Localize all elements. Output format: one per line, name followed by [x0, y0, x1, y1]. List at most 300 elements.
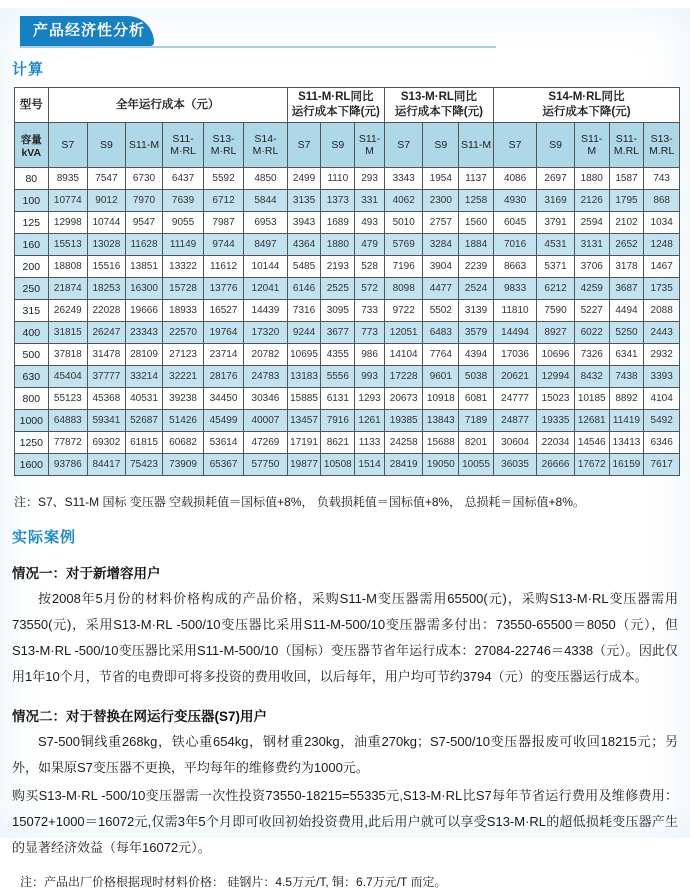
- table-cell: 4531: [537, 234, 575, 256]
- table-cell: 4494: [609, 300, 644, 322]
- group-header-row: [15, 88, 680, 123]
- table-cell: 2239: [459, 256, 494, 278]
- table-cell: 400: [15, 322, 49, 344]
- table-cell: 2102: [609, 212, 644, 234]
- table-cell: 5556: [321, 366, 355, 388]
- table-cell: 1560: [459, 212, 494, 234]
- table-cell: 1795: [609, 190, 644, 212]
- table-cell: 6346: [644, 432, 680, 454]
- table-cell: 51426: [163, 410, 203, 432]
- table-cell: 45404: [48, 366, 88, 388]
- table-cell: 32221: [163, 366, 203, 388]
- table-cell: 1600: [15, 454, 49, 476]
- table-cell: 33214: [125, 366, 163, 388]
- column-header: S7: [287, 123, 321, 168]
- table-cell: 13413: [609, 432, 644, 454]
- table-cell: 59341: [88, 410, 126, 432]
- table-cell: 10774: [48, 190, 88, 212]
- column-header: S13- M·RL: [203, 123, 243, 168]
- table-cell: 27123: [163, 344, 203, 366]
- table-cell: 8927: [537, 322, 575, 344]
- table-cell: 9055: [163, 212, 203, 234]
- column-header: S7: [493, 123, 536, 168]
- table-cell: 53614: [203, 432, 243, 454]
- table-cell: 10185: [574, 388, 609, 410]
- table-cell: 4364: [287, 234, 321, 256]
- table-cell: 13843: [423, 410, 459, 432]
- table-cell: 7639: [163, 190, 203, 212]
- table-cell: 11419: [609, 410, 644, 432]
- table-cell: 2126: [574, 190, 609, 212]
- table-cell: 30346: [244, 388, 287, 410]
- table-row: [15, 212, 680, 234]
- table-cell: 39238: [163, 388, 203, 410]
- table-cell: 4477: [423, 278, 459, 300]
- table-cell: 3393: [644, 366, 680, 388]
- table-cell: 20782: [244, 344, 287, 366]
- table-cell: 7016: [493, 234, 536, 256]
- table-cell: 20621: [493, 366, 536, 388]
- table-cell: 572: [355, 278, 385, 300]
- table-cell: 5485: [287, 256, 321, 278]
- column-header: S11- M.RL: [609, 123, 644, 168]
- table-cell: 5038: [459, 366, 494, 388]
- column-header: S11- M: [574, 123, 609, 168]
- table-cell: 8892: [609, 388, 644, 410]
- table-cell: 5010: [384, 212, 423, 234]
- table-cell: 10144: [244, 256, 287, 278]
- table-cell: 1880: [321, 234, 355, 256]
- table-cell: 1000: [15, 410, 49, 432]
- table-cell: 12998: [48, 212, 88, 234]
- table-cell: 1034: [644, 212, 680, 234]
- table-cell: 28109: [125, 344, 163, 366]
- table-cell: 14546: [574, 432, 609, 454]
- table-cell: 18933: [163, 300, 203, 322]
- table-cell: 5592: [203, 168, 243, 190]
- table-cell: 6341: [609, 344, 644, 366]
- table-cell: 2652: [609, 234, 644, 256]
- column-header: S9: [537, 123, 575, 168]
- table-cell: 10695: [287, 344, 321, 366]
- column-header: S11- M·RL: [163, 123, 203, 168]
- table-cell: 14104: [384, 344, 423, 366]
- table-cell: 1467: [644, 256, 680, 278]
- table-row: [15, 388, 680, 410]
- table-cell: 6022: [574, 322, 609, 344]
- column-header: 型号: [15, 88, 49, 123]
- table-cell: 6045: [493, 212, 536, 234]
- table-cell: 5227: [574, 300, 609, 322]
- column-header: S9: [321, 123, 355, 168]
- table-cell: 773: [355, 322, 385, 344]
- table-cell: 8935: [48, 168, 88, 190]
- table-cell: 868: [644, 190, 680, 212]
- table-cell: 61815: [125, 432, 163, 454]
- table-cell: 26249: [48, 300, 88, 322]
- table-cell: 1587: [609, 168, 644, 190]
- case1-title: 情况一：对于新增容用户: [12, 566, 161, 581]
- table-cell: 40007: [244, 410, 287, 432]
- table-cell: 100: [15, 190, 49, 212]
- table-cell: 800: [15, 388, 49, 410]
- table-cell: 15513: [48, 234, 88, 256]
- section-title-cases: 实际案例: [12, 529, 77, 546]
- table-cell: 3791: [537, 212, 575, 234]
- table-cell: 3135: [287, 190, 321, 212]
- table-cell: 11612: [203, 256, 243, 278]
- table-cell: 2697: [537, 168, 575, 190]
- table-cell: 37818: [48, 344, 88, 366]
- table-cell: 6712: [203, 190, 243, 212]
- table-cell: 12681: [574, 410, 609, 432]
- table-cell: 8432: [574, 366, 609, 388]
- table-cell: 3943: [287, 212, 321, 234]
- table-cell: 7189: [459, 410, 494, 432]
- table-cell: 17191: [287, 432, 321, 454]
- table-cell: 28419: [384, 454, 423, 476]
- table-cell: 37777: [88, 366, 126, 388]
- table-cell: 3178: [609, 256, 644, 278]
- table-cell: 4930: [493, 190, 536, 212]
- table-cell: 52687: [125, 410, 163, 432]
- table-cell: 24877: [493, 410, 536, 432]
- table-row: [15, 432, 680, 454]
- table-cell: 7617: [644, 454, 680, 476]
- table-cell: 9601: [423, 366, 459, 388]
- table-cell: 6953: [244, 212, 287, 234]
- table-cell: 13776: [203, 278, 243, 300]
- table-cell: 315: [15, 300, 49, 322]
- table-cell: 17672: [574, 454, 609, 476]
- table-cell: 6730: [125, 168, 163, 190]
- table-cell: 2193: [321, 256, 355, 278]
- column-header: 容量 kVA: [15, 123, 49, 168]
- table-cell: 743: [644, 168, 680, 190]
- table-cell: 19877: [287, 454, 321, 476]
- table-row: [15, 322, 680, 344]
- table-cell: 16527: [203, 300, 243, 322]
- table-cell: 2300: [423, 190, 459, 212]
- table-cell: 16159: [609, 454, 644, 476]
- table-cell: 1133: [355, 432, 385, 454]
- table-cell: 13028: [88, 234, 126, 256]
- table-cell: 12051: [384, 322, 423, 344]
- table-cell: 64883: [48, 410, 88, 432]
- table-cell: 4355: [321, 344, 355, 366]
- table-cell: 2757: [423, 212, 459, 234]
- table-cell: 2443: [644, 322, 680, 344]
- table-cell: 17228: [384, 366, 423, 388]
- table-cell: 31478: [88, 344, 126, 366]
- table-cell: 10508: [321, 454, 355, 476]
- column-header: S7: [48, 123, 88, 168]
- column-header: 全年运行成本（元）: [48, 88, 287, 123]
- section-title-calculation: 计算: [12, 61, 45, 78]
- case2-body-1: S7-500铜线重268kg，铁心重654kg，钢材重230kg，油重270kg；S7-500/10变压器报废可收回18215元；另外，如果原S7变压器不更换，平均每年的维修费约为1000元。: [12, 734, 678, 775]
- column-header: S11-M: [459, 123, 494, 168]
- table-cell: 21874: [48, 278, 88, 300]
- table-cell: 14494: [493, 322, 536, 344]
- table-cell: 1884: [459, 234, 494, 256]
- table-row: [15, 300, 680, 322]
- table-cell: 19666: [125, 300, 163, 322]
- table-cell: 4104: [644, 388, 680, 410]
- table-cell: 11149: [163, 234, 203, 256]
- banner: [20, 8, 680, 48]
- table-cell: 3169: [537, 190, 575, 212]
- table-cell: 47269: [244, 432, 287, 454]
- table-cell: 6131: [321, 388, 355, 410]
- table-cell: 11810: [493, 300, 536, 322]
- table-cell: 8201: [459, 432, 494, 454]
- table-cell: 7438: [609, 366, 644, 388]
- column-header: S9: [88, 123, 126, 168]
- table-cell: 57750: [244, 454, 287, 476]
- column-header: S9: [423, 123, 459, 168]
- table-cell: 18253: [88, 278, 126, 300]
- document-page: [0, 8, 690, 890]
- column-header-row: [15, 123, 680, 168]
- table-cell: 26247: [88, 322, 126, 344]
- column-header: S11- M: [355, 123, 385, 168]
- table-cell: 13322: [163, 256, 203, 278]
- table-cell: 6146: [287, 278, 321, 300]
- table-cell: 80: [15, 168, 49, 190]
- table-cell: 8497: [244, 234, 287, 256]
- table-cell: 160: [15, 234, 49, 256]
- table-cell: 10696: [537, 344, 575, 366]
- table-cell: 8621: [321, 432, 355, 454]
- table-cell: 15516: [88, 256, 126, 278]
- table-cell: 4394: [459, 344, 494, 366]
- table-cell: 15688: [423, 432, 459, 454]
- table-cell: 2524: [459, 278, 494, 300]
- table-cell: 2594: [574, 212, 609, 234]
- table-cell: 7326: [574, 344, 609, 366]
- table-cell: 9722: [384, 300, 423, 322]
- table-cell: 3284: [423, 234, 459, 256]
- case2-body-2: 购买S13-M·RL -500/10变压器需一次性投资73550-18215=55335元,S13-M·RL比S7每年节省运行费用及维修费用：15072+1000＝16072元,仅需3年5个月即可收回初始投资费用,此后用户就可以享受S13-M·RL的超低损耗变压器产生的显著经济效益（每年16072元）。: [12, 788, 678, 855]
- table-row: [15, 366, 680, 388]
- table-cell: 6437: [163, 168, 203, 190]
- table-cell: 9744: [203, 234, 243, 256]
- table-cell: 45368: [88, 388, 126, 410]
- table-cell: 19385: [384, 410, 423, 432]
- column-header: S7: [384, 123, 423, 168]
- table-cell: 36035: [493, 454, 536, 476]
- table-cell: 19050: [423, 454, 459, 476]
- table-cell: 10918: [423, 388, 459, 410]
- table-row: [15, 256, 680, 278]
- table-cell: 3579: [459, 322, 494, 344]
- table-cell: 3139: [459, 300, 494, 322]
- table-cell: 1735: [644, 278, 680, 300]
- column-header: S13- M.RL: [644, 123, 680, 168]
- table-cell: 15023: [537, 388, 575, 410]
- table-row: [15, 190, 680, 212]
- banner-tab: [20, 16, 154, 46]
- table-cell: 2088: [644, 300, 680, 322]
- cost-table: [14, 87, 680, 476]
- table-cell: 5769: [384, 234, 423, 256]
- table-cell: 6081: [459, 388, 494, 410]
- table-cell: 93786: [48, 454, 88, 476]
- table-cell: 34450: [203, 388, 243, 410]
- table-cell: 16300: [125, 278, 163, 300]
- table-cell: 3904: [423, 256, 459, 278]
- table-cell: 18808: [48, 256, 88, 278]
- table-cell: 5371: [537, 256, 575, 278]
- banner-title: 产品经济性分析: [33, 22, 146, 39]
- table-cell: 7547: [88, 168, 126, 190]
- banner-underline: [20, 46, 496, 48]
- table-cell: 15885: [287, 388, 321, 410]
- table-cell: 479: [355, 234, 385, 256]
- table-cell: 1258: [459, 190, 494, 212]
- table-cell: 250: [15, 278, 49, 300]
- table-cell: 986: [355, 344, 385, 366]
- table-row: [15, 234, 680, 256]
- table-cell: 10744: [88, 212, 126, 234]
- table-cell: 75423: [125, 454, 163, 476]
- table-cell: 12994: [537, 366, 575, 388]
- table-cell: 10055: [459, 454, 494, 476]
- table-cell: 9012: [88, 190, 126, 212]
- table-cell: 17320: [244, 322, 287, 344]
- table-row: [15, 344, 680, 366]
- table-cell: 60682: [163, 432, 203, 454]
- table-cell: 4259: [574, 278, 609, 300]
- table-cell: 1373: [321, 190, 355, 212]
- table-cell: 1293: [355, 388, 385, 410]
- table-cell: 20673: [384, 388, 423, 410]
- table-cell: 7987: [203, 212, 243, 234]
- table-cell: 1954: [423, 168, 459, 190]
- table-cell: 22034: [537, 432, 575, 454]
- table-cell: 5250: [609, 322, 644, 344]
- table-cell: 5492: [644, 410, 680, 432]
- table-cell: 19335: [537, 410, 575, 432]
- table-cell: 1248: [644, 234, 680, 256]
- table-cell: 6483: [423, 322, 459, 344]
- case1-body: 按2008年5月份的材料价格构成的产品价格，采购S11-M变压器需用65500(元)，采购S13-M·RL变压器需用73550(元)，采用S13-M·RL -500/10变压器比采用S11-M-500/10变压器需多付出：73550-65500＝8050（元），但S13-M·RL -500/10变压器比采用S11-M-500/10（国标）变压器节省年运行成本：27084-22746＝4338（元）。因此仅用1年10个月，节省的电费即可将多投资的费用收回，以后每年，用户均可节约3794（元）的变压器运行成本。: [12, 591, 678, 684]
- table-cell: 4062: [384, 190, 423, 212]
- table-row: [15, 410, 680, 432]
- table-cell: 200: [15, 256, 49, 278]
- table-cell: 84417: [88, 454, 126, 476]
- table-cell: 1110: [321, 168, 355, 190]
- table-cell: 1689: [321, 212, 355, 234]
- case2-title: 情况二：对于替换在网运行变压器(S7)用户: [12, 709, 268, 724]
- table-row: [15, 168, 680, 190]
- table-cell: 3677: [321, 322, 355, 344]
- table-cell: 73909: [163, 454, 203, 476]
- table-cell: 22570: [163, 322, 203, 344]
- table-cell: 3687: [609, 278, 644, 300]
- table-cell: 7764: [423, 344, 459, 366]
- column-header: S14-M·RL同比 运行成本下降(元): [493, 88, 679, 123]
- table-cell: 11628: [125, 234, 163, 256]
- table-cell: 3095: [321, 300, 355, 322]
- table-cell: 77872: [48, 432, 88, 454]
- table-cell: 31815: [48, 322, 88, 344]
- table-cell: 493: [355, 212, 385, 234]
- table-row: [15, 278, 680, 300]
- table-cell: 4086: [493, 168, 536, 190]
- table-cell: 1261: [355, 410, 385, 432]
- table-cell: 993: [355, 366, 385, 388]
- column-header: S13-M·RL同比 运行成本下降(元): [384, 88, 493, 123]
- table-cell: 15728: [163, 278, 203, 300]
- table-cell: 3706: [574, 256, 609, 278]
- table-cell: 69302: [88, 432, 126, 454]
- table-cell: 7970: [125, 190, 163, 212]
- table-cell: 7916: [321, 410, 355, 432]
- table-cell: 65367: [203, 454, 243, 476]
- table-cell: 30604: [493, 432, 536, 454]
- table-cell: 26666: [537, 454, 575, 476]
- table-cell: 7590: [537, 300, 575, 322]
- table-cell: 4850: [244, 168, 287, 190]
- table-cell: 9547: [125, 212, 163, 234]
- table-cell: 55123: [48, 388, 88, 410]
- table-cell: 1137: [459, 168, 494, 190]
- table-cell: 28176: [203, 366, 243, 388]
- table-cell: 40531: [125, 388, 163, 410]
- table-cell: 19764: [203, 322, 243, 344]
- table-row: [15, 454, 680, 476]
- table-cell: 3131: [574, 234, 609, 256]
- table-cell: 23714: [203, 344, 243, 366]
- table-cell: 8663: [493, 256, 536, 278]
- table-cell: 500: [15, 344, 49, 366]
- table-cell: 1514: [355, 454, 385, 476]
- table-cell: 13457: [287, 410, 321, 432]
- table-cell: 5844: [244, 190, 287, 212]
- table-cell: 528: [355, 256, 385, 278]
- table-cell: 2525: [321, 278, 355, 300]
- table-cell: 13851: [125, 256, 163, 278]
- table-cell: 23343: [125, 322, 163, 344]
- table-cell: 8098: [384, 278, 423, 300]
- table-cell: 125: [15, 212, 49, 234]
- table-cell: 14439: [244, 300, 287, 322]
- table-cell: 12041: [244, 278, 287, 300]
- table-cell: 24777: [493, 388, 536, 410]
- column-header: S14- M·RL: [244, 123, 287, 168]
- table-cell: 24783: [244, 366, 287, 388]
- column-header: S11-M: [125, 123, 163, 168]
- table-cell: 17036: [493, 344, 536, 366]
- table-note: 注：S7、S11-M 国标 变压器 空载损耗值＝国标值+8%， 负载损耗值＝国标值+8%， 总损耗＝国标值+8%。: [14, 495, 585, 509]
- table-cell: 7196: [384, 256, 423, 278]
- table-cell: 3343: [384, 168, 423, 190]
- table-cell: 6212: [537, 278, 575, 300]
- table-cell: 331: [355, 190, 385, 212]
- table-cell: 13183: [287, 366, 321, 388]
- table-cell: 22028: [88, 300, 126, 322]
- table-cell: 24258: [384, 432, 423, 454]
- table-cell: 293: [355, 168, 385, 190]
- table-cell: 45499: [203, 410, 243, 432]
- table-cell: 7316: [287, 300, 321, 322]
- column-header: S11-M·RL同比 运行成本下降(元): [287, 88, 384, 123]
- table-cell: 9244: [287, 322, 321, 344]
- table-cell: 1880: [574, 168, 609, 190]
- table-cell: 2499: [287, 168, 321, 190]
- table-cell: 9833: [493, 278, 536, 300]
